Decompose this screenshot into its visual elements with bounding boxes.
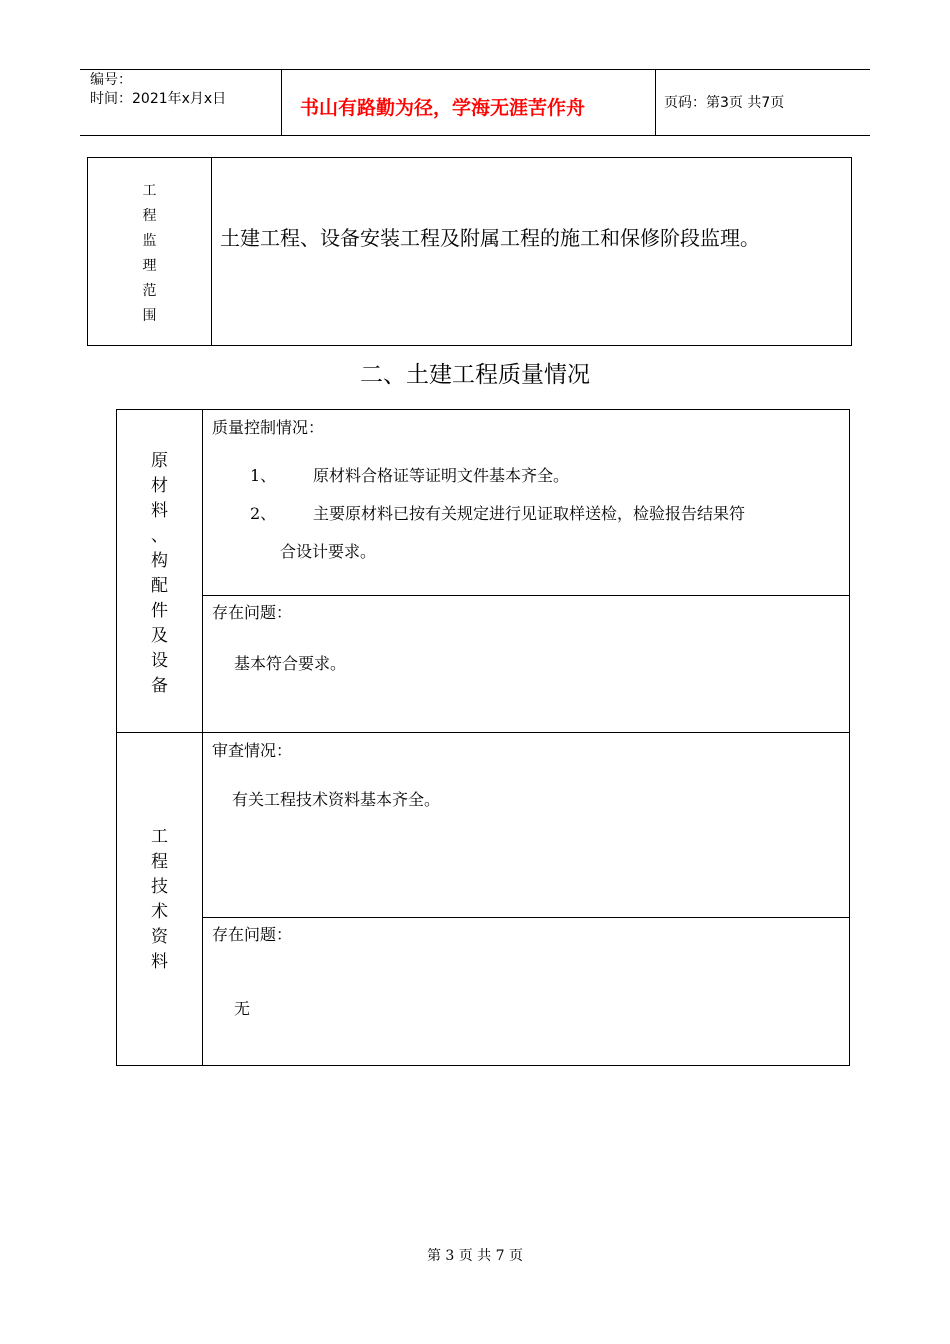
tech-label-char: 料 (151, 952, 168, 972)
tech-issues-heading: 存在问题： (212, 925, 293, 944)
materials-label-char: 料 (151, 501, 168, 521)
section-rule (117, 732, 849, 733)
tech-label-char: 术 (151, 902, 168, 922)
tech-label-char: 资 (151, 927, 168, 947)
time-label: 时间：2021年x月x日 (90, 91, 227, 107)
materials-issues-text: 基本符合要求。 (234, 654, 347, 673)
item-text: 原材料合格证等证明文件基本齐全。 (313, 466, 570, 485)
control-heading: 质量控制情况： (212, 418, 325, 437)
tech-label-char: 技 (151, 877, 168, 897)
header-bottom-rule (80, 135, 870, 136)
scope-label-char: 理 (142, 258, 157, 274)
scope-table-divider (211, 158, 212, 345)
review-text: 有关工程技术资料基本齐全。 (232, 790, 441, 809)
header-divider-right (655, 69, 656, 136)
tech-label-char: 工 (151, 827, 168, 847)
page-info: 页码：第3页 共7页 (664, 95, 785, 111)
scope-table (87, 157, 852, 346)
scope-text: 土建工程、设备安装工程及附属工程的施工和保修阶段监理。 (220, 226, 760, 250)
tech-label-char: 程 (151, 852, 168, 872)
materials-label-char: 配 (151, 576, 168, 596)
materials-issues-heading: 存在问题： (212, 603, 293, 622)
scope-label-char: 围 (142, 308, 157, 324)
header-top-rule (80, 69, 870, 70)
materials-label-char: 材 (151, 476, 168, 496)
review-heading: 审查情况： (212, 741, 293, 760)
materials-inner-rule (202, 595, 849, 596)
header-divider-left (281, 69, 282, 136)
tech-inner-rule (202, 917, 849, 918)
quality-table (116, 409, 850, 1066)
section-title: 二、土建工程质量情况 (360, 362, 590, 388)
materials-label-char: 构 (151, 551, 168, 571)
item-number: 1、 (250, 466, 277, 485)
materials-label-char: 原 (151, 451, 168, 471)
scope-label-char: 监 (142, 233, 157, 249)
quality-table-divider (202, 410, 203, 1065)
item-text: 主要原材料已按有关规定进行见证取样送检，检验报告结果符 (313, 504, 746, 523)
scope-label-char: 范 (142, 283, 157, 299)
tech-issues-text: 无 (234, 999, 251, 1018)
item-number: 2、 (250, 504, 277, 523)
materials-label-char: 设 (151, 651, 168, 671)
scope-label-char: 程 (142, 208, 157, 224)
item-text-continued: 合设计要求。 (280, 542, 377, 561)
footer-page-number: 第 3 页 共 7 页 (426, 1248, 524, 1264)
motto: 书山有路勤为径，学海无涯苦作舟 (300, 97, 586, 119)
materials-label-char: 件 (151, 601, 168, 621)
materials-label-char: 及 (151, 626, 168, 646)
materials-label-char: 备 (151, 676, 168, 696)
serial-label: 编号： (90, 72, 132, 88)
materials-label-char: 、 (151, 526, 168, 546)
scope-label-char: 工 (142, 183, 157, 199)
